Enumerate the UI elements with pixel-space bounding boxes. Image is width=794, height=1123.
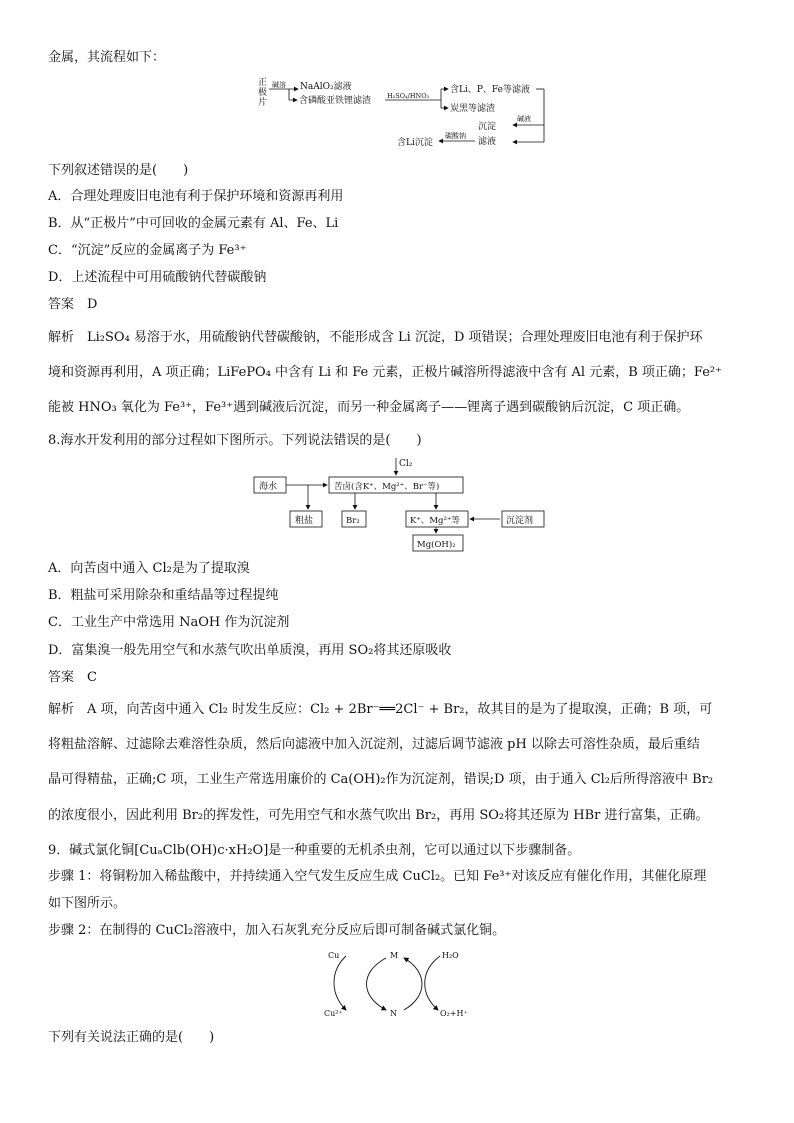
q7-answer: 答案 D [48, 297, 98, 312]
q7-precip: 沉淀 [478, 122, 497, 132]
q8-ions: K⁺、Mg²⁺等 [410, 516, 460, 526]
q9-step1-line1: 步骤 1：将铜粉加入稀盐酸中，并持续通入空气发生反应生成 CuCl₂。已知 Fe³⁺对该反应有催化作用，其催化原理 [48, 869, 707, 884]
q7-filtrate2: 滤液 [478, 137, 497, 147]
q9-step1-line2: 如下图所示。 [48, 896, 127, 911]
q8-bittern: 苦卤(含K⁺、Mg²⁺、Br⁻等) [334, 482, 440, 492]
q7-residue: 含磷酸亚铁锂滤渣 [299, 96, 372, 106]
q7-analysis-1: 解析 Li₂SO₄ 易溶于水，用硫酸钠代替碳酸钠，不能形成含 Li 沉淀，D 项错误；合理处理废旧电池有利于保护环 [48, 330, 703, 345]
q8-analysis-2: 将粗盐溶解、过滤除去难溶性杂质，然后向滤液中加入沉淀剂，过滤后调节滤液 pH 以除去可溶性杂质，最后重结 [48, 737, 700, 752]
q7-carbon: 炭黑等滤渣 [450, 104, 496, 114]
q8-br2: Br₂ [346, 516, 360, 526]
q9-n: N [390, 1009, 397, 1018]
q8-option-b: B．粗盐可采用除杂和重结晶等过程提纯 [48, 588, 279, 603]
q8-precipitant: 沉淀剂 [506, 516, 534, 526]
q7-step1: 碱溶 [272, 81, 286, 89]
q9-stem: 9．碱式氯化铜[CuₐClb(OH)c·xH₂O]是一种重要的无机杀虫剂，它可以通过以下步骤制备。 [48, 843, 581, 858]
q7-source-1: 正 [258, 78, 268, 88]
q8-cl2: Cl₂ [399, 459, 413, 469]
q8-salt: 粗盐 [295, 516, 314, 526]
q9-cu: Cu [328, 951, 340, 960]
q8-analysis-4: 的浓度很小，因此利用 Br₂的挥发性，可先用空气和水蒸气吹出 Br₂，再用 SO₂将其还原为 HBr 进行富集，正确。 [48, 808, 709, 823]
svg-text:极: 极 [258, 88, 268, 98]
q7-naalo2: NaAlO₂滤液 [300, 82, 352, 92]
q9-question: 下列有关说法正确的是( ) [48, 1030, 215, 1045]
q7-option-b: B．从“正极片”中可回收的金属元素有 Al、Fe、Li [48, 216, 339, 231]
q9-cu2: Cu²⁺ [324, 1009, 343, 1018]
q7-option-c: C．“沉淀”反应的金属离子为 Fe³⁺ [48, 243, 247, 258]
q9-m: M [390, 951, 399, 960]
q8-answer: 答案 C [48, 670, 97, 685]
svg-text:片: 片 [258, 98, 268, 108]
q7-flow-diagram [255, 74, 555, 154]
q7-alkali: 碱液 [517, 115, 531, 123]
q8-mgoh2: Mg(OH)₂ [417, 540, 456, 550]
q7-analysis-3: 能被 HNO₃ 氧化为 Fe³⁺，Fe³⁺遇到碱液后沉淀，而另一种金属离子——锂离子遇到碳酸钠后沉淀，C 项正确。 [48, 400, 690, 415]
q9-catalysis-diagram [320, 946, 480, 1022]
q7-analysis-2: 境和资源再利用，A 项正确；LiFePO₄ 中含有 Li 和 Fe 元素，正极片碱溶所得滤液中含有 Al 元素，B 项正确；Fe²⁺ [48, 365, 722, 380]
q7-acid: H₂SO₄/HNO₃ [387, 92, 430, 100]
q7-option-d: D．上述流程中可用硫酸钠代替碳酸钠 [48, 270, 267, 285]
q8-stem: 8.海水开发利用的部分过程如下图所示。下列说法错误的是( ) [48, 433, 422, 448]
q9-h2o: H₂O [442, 951, 459, 960]
q7-na2co3: 碳酸钠 [445, 132, 466, 140]
q7-option-a: A．合理处理废旧电池有利于保护环境和资源再利用 [48, 189, 344, 204]
q8-flow-diagram [250, 456, 550, 552]
q7-li-precip: 含Li沉淀 [397, 138, 433, 148]
q7-intro: 金属，其流程如下： [48, 50, 166, 65]
q8-seawater: 海水 [259, 482, 278, 492]
q8-option-c: C．工业生产中常选用 NaOH 作为沉淀剂 [48, 615, 290, 630]
q9-step2: 步骤 2：在制得的 CuCl₂溶液中，加入石灰乳充分反应后即可制备碱式氯化铜。 [48, 923, 506, 938]
q8-analysis-3: 晶可得精盐，正确;C 项，工业生产常选用廉价的 Ca(OH)₂作为沉淀剂，错误;D 项，由于通入 Cl₂后所得溶液中 Br₂ [48, 772, 714, 787]
q8-analysis-1: 解析 A 项，向苦卤中通入 Cl₂ 时发生反应：Cl₂ + 2Br⁻══2Cl⁻ + Br₂，故其目的是为了提取溴，正确；B 项，可 [48, 702, 713, 717]
q7-filtrate: 含Li、P、Fe等滤液 [450, 85, 530, 95]
q8-option-d: D．富集溴一般先用空气和水蒸气吹出单质溴，再用 SO₂将其还原吸收 [48, 643, 452, 658]
q9-o2h: O₂+H⁺ [440, 1009, 468, 1018]
q8-option-a: A．向苦卤中通入 Cl₂是为了提取溴 [48, 561, 250, 576]
q7-stem: 下列叙述错误的是( ) [48, 163, 189, 178]
